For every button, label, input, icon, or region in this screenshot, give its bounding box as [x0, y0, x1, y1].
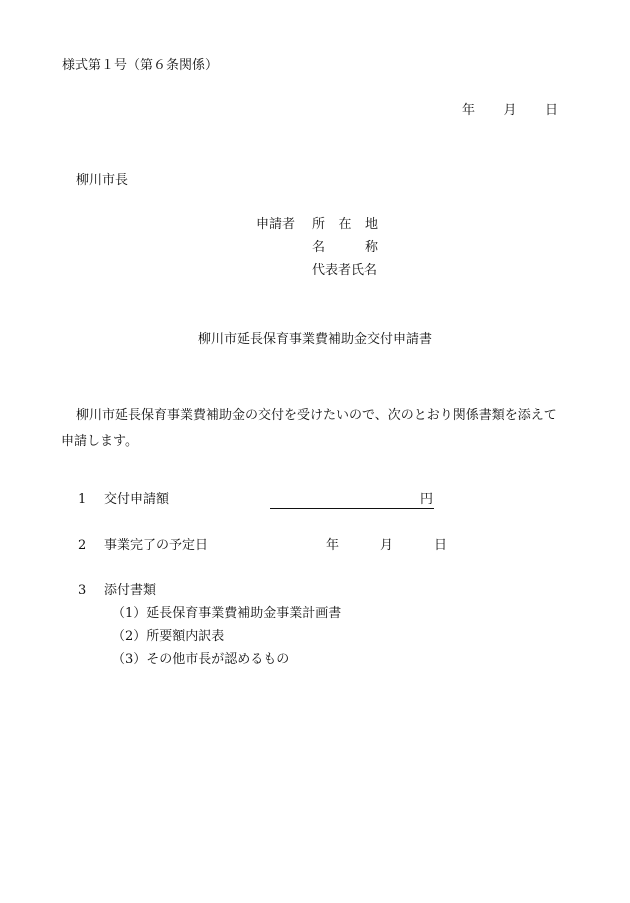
date-year-label: 年 — [462, 103, 476, 118]
body-text: 柳川市延長保育事業費補助金の交付を受けたいので、次のとおり関係書類を添えて申請します。 — [61, 408, 557, 449]
item-number: 2 — [78, 538, 87, 553]
attachment-item: （1）延長保育事業費補助金事業計画書 — [112, 606, 342, 621]
attachment-item: （3）その他市長が認めるもの — [112, 652, 290, 667]
name-label-char: 名 — [312, 240, 326, 255]
date-day-label: 日 — [544, 103, 558, 118]
name-label — [312, 241, 378, 254]
application-date — [462, 104, 558, 117]
applicant-label: 申請者 — [256, 217, 296, 232]
address-label-char: 所 — [312, 217, 326, 232]
attachment-item: （2）所要額内訳表 — [112, 629, 225, 644]
item-label: 事業完了の予定日 — [104, 538, 209, 553]
completion-year-label: 年 — [326, 538, 340, 553]
representative-label — [312, 264, 378, 277]
amount-underline — [270, 494, 434, 509]
form-number: 様式第１号（第６条関係） — [62, 58, 219, 73]
addressee: 柳川市長 — [76, 173, 129, 188]
document-title: 柳川市延長保育事業費補助金交付申請書 — [197, 332, 432, 347]
item-label: 添付書類 — [104, 583, 157, 598]
representative-label-text: 代表者氏名 — [312, 263, 378, 278]
name-label-char: 称 — [364, 240, 378, 255]
amount-unit: 円 — [420, 492, 434, 507]
item-number: 1 — [78, 492, 87, 507]
completion-month-label: 月 — [379, 538, 393, 553]
address-label-char: 地 — [364, 217, 378, 232]
completion-date — [326, 539, 447, 552]
item-number: 3 — [78, 583, 87, 598]
item-label: 交付申請額 — [104, 492, 170, 507]
address-label-char: 在 — [338, 217, 352, 232]
date-month-label: 月 — [503, 103, 517, 118]
completion-day-label: 日 — [433, 538, 447, 553]
address-label — [312, 218, 378, 231]
